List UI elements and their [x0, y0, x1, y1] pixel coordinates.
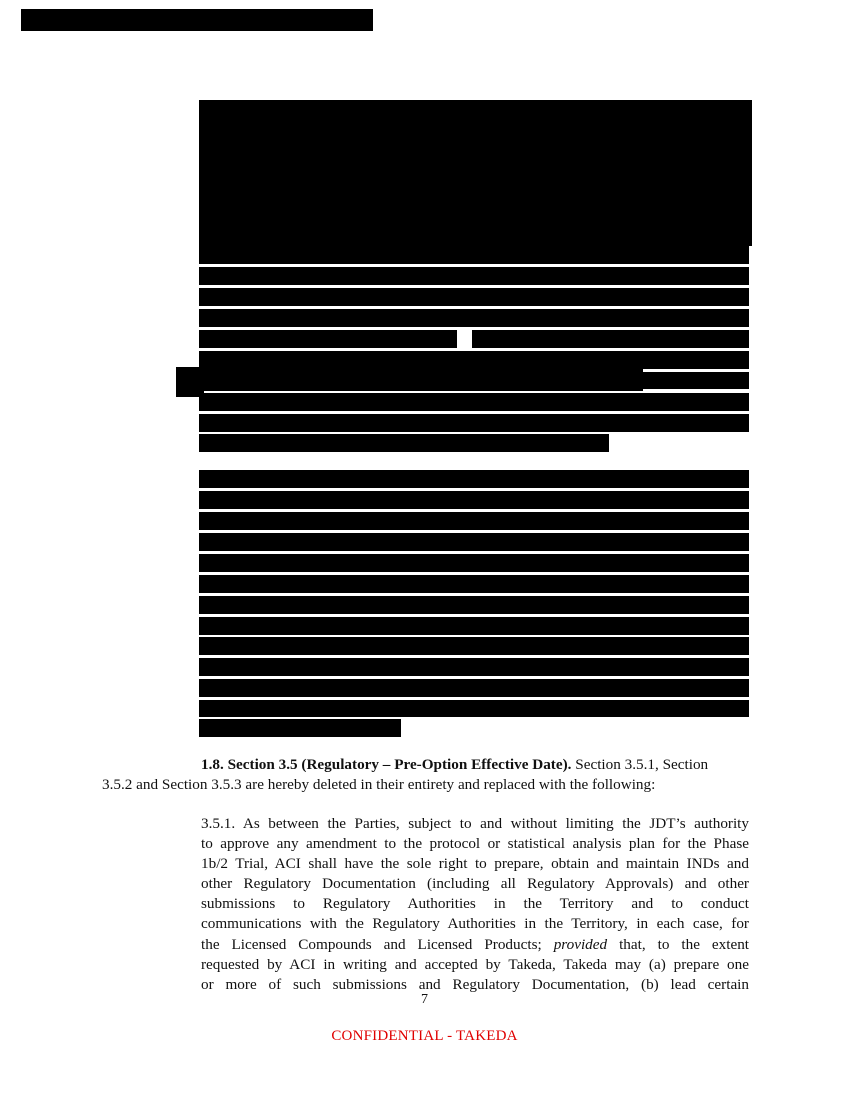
- redaction-line: [199, 700, 749, 717]
- redaction-line: [199, 658, 749, 676]
- redaction-line: [199, 719, 401, 737]
- section-1-8-line-2: 3.5.2 and Section 3.5.3 are hereby deleted in their entirety and replaced with the following:: [102, 776, 656, 793]
- page-number: 7: [421, 992, 428, 1007]
- redaction-line: [199, 575, 749, 593]
- redaction-line: [199, 309, 749, 327]
- italic-term: provided: [553, 935, 608, 953]
- paragraph-line: other Regulatory Documentation (including all Regulatory Approvals) and other: [201, 875, 749, 893]
- paragraph-line: [201, 935, 749, 955]
- redaction-line: [199, 679, 749, 697]
- paragraph-line: 1b/2 Trial, ACI shall have the sole right to prepare, obtain and maintain INDs and: [201, 855, 749, 873]
- redaction-line: [199, 351, 749, 369]
- section-1-8-text: Section 3.5.1, Section: [575, 756, 709, 773]
- redaction-line: [199, 470, 749, 488]
- header-redaction: [21, 9, 373, 31]
- paragraph-text: the Licensed Compounds and Licensed Products;: [201, 935, 542, 953]
- redaction-line: [199, 434, 609, 452]
- redaction-line: [199, 533, 749, 551]
- redaction-line: [199, 596, 749, 614]
- redaction-block-top: [199, 100, 752, 246]
- paragraph-line: to approve any amendment to the protocol or statistical analysis plan for the Phase: [201, 835, 749, 853]
- redaction-line: [472, 330, 749, 348]
- paragraph-line: 3.5.1. As between the Parties, subject to and without limiting the JDT’s authority: [201, 815, 749, 832]
- section-3-5-1-paragraph: [201, 814, 749, 995]
- paragraph-line: requested by ACI in writing and accepted by Takeda, Takeda may (a) prepare one: [201, 955, 749, 973]
- redaction-line: [199, 288, 749, 306]
- section-number: 1.8.: [201, 756, 224, 773]
- redaction-line: [199, 637, 749, 655]
- section-heading: Section 3.5 (Regulatory – Pre-Option Effective Date).: [227, 756, 572, 773]
- redaction-line: [199, 414, 749, 432]
- redaction-line: [199, 369, 643, 391]
- redaction-line: [199, 267, 749, 285]
- paragraph-line: submissions to Regulatory Authorities in the Territory and to conduct: [201, 895, 749, 913]
- redaction-line: [199, 617, 749, 635]
- paragraph-text: that, to the extent: [607, 935, 750, 953]
- redaction-line: [199, 512, 749, 530]
- redaction-line: [199, 330, 457, 348]
- paragraph-line: communications with the Regulatory Authorities in the Territory, in each case, for: [201, 915, 749, 933]
- redaction-line: [199, 246, 749, 264]
- redaction-line: [199, 491, 749, 509]
- confidential-footer: CONFIDENTIAL - TAKEDA: [331, 1028, 518, 1044]
- paragraph-line: or more of such submissions and Regulatory Documentation, (b) lead certain: [201, 975, 749, 993]
- redaction-line: [199, 554, 749, 572]
- section-1-8-line-1: [201, 755, 749, 775]
- redaction-line: [643, 372, 749, 389]
- redaction-line: [199, 393, 749, 411]
